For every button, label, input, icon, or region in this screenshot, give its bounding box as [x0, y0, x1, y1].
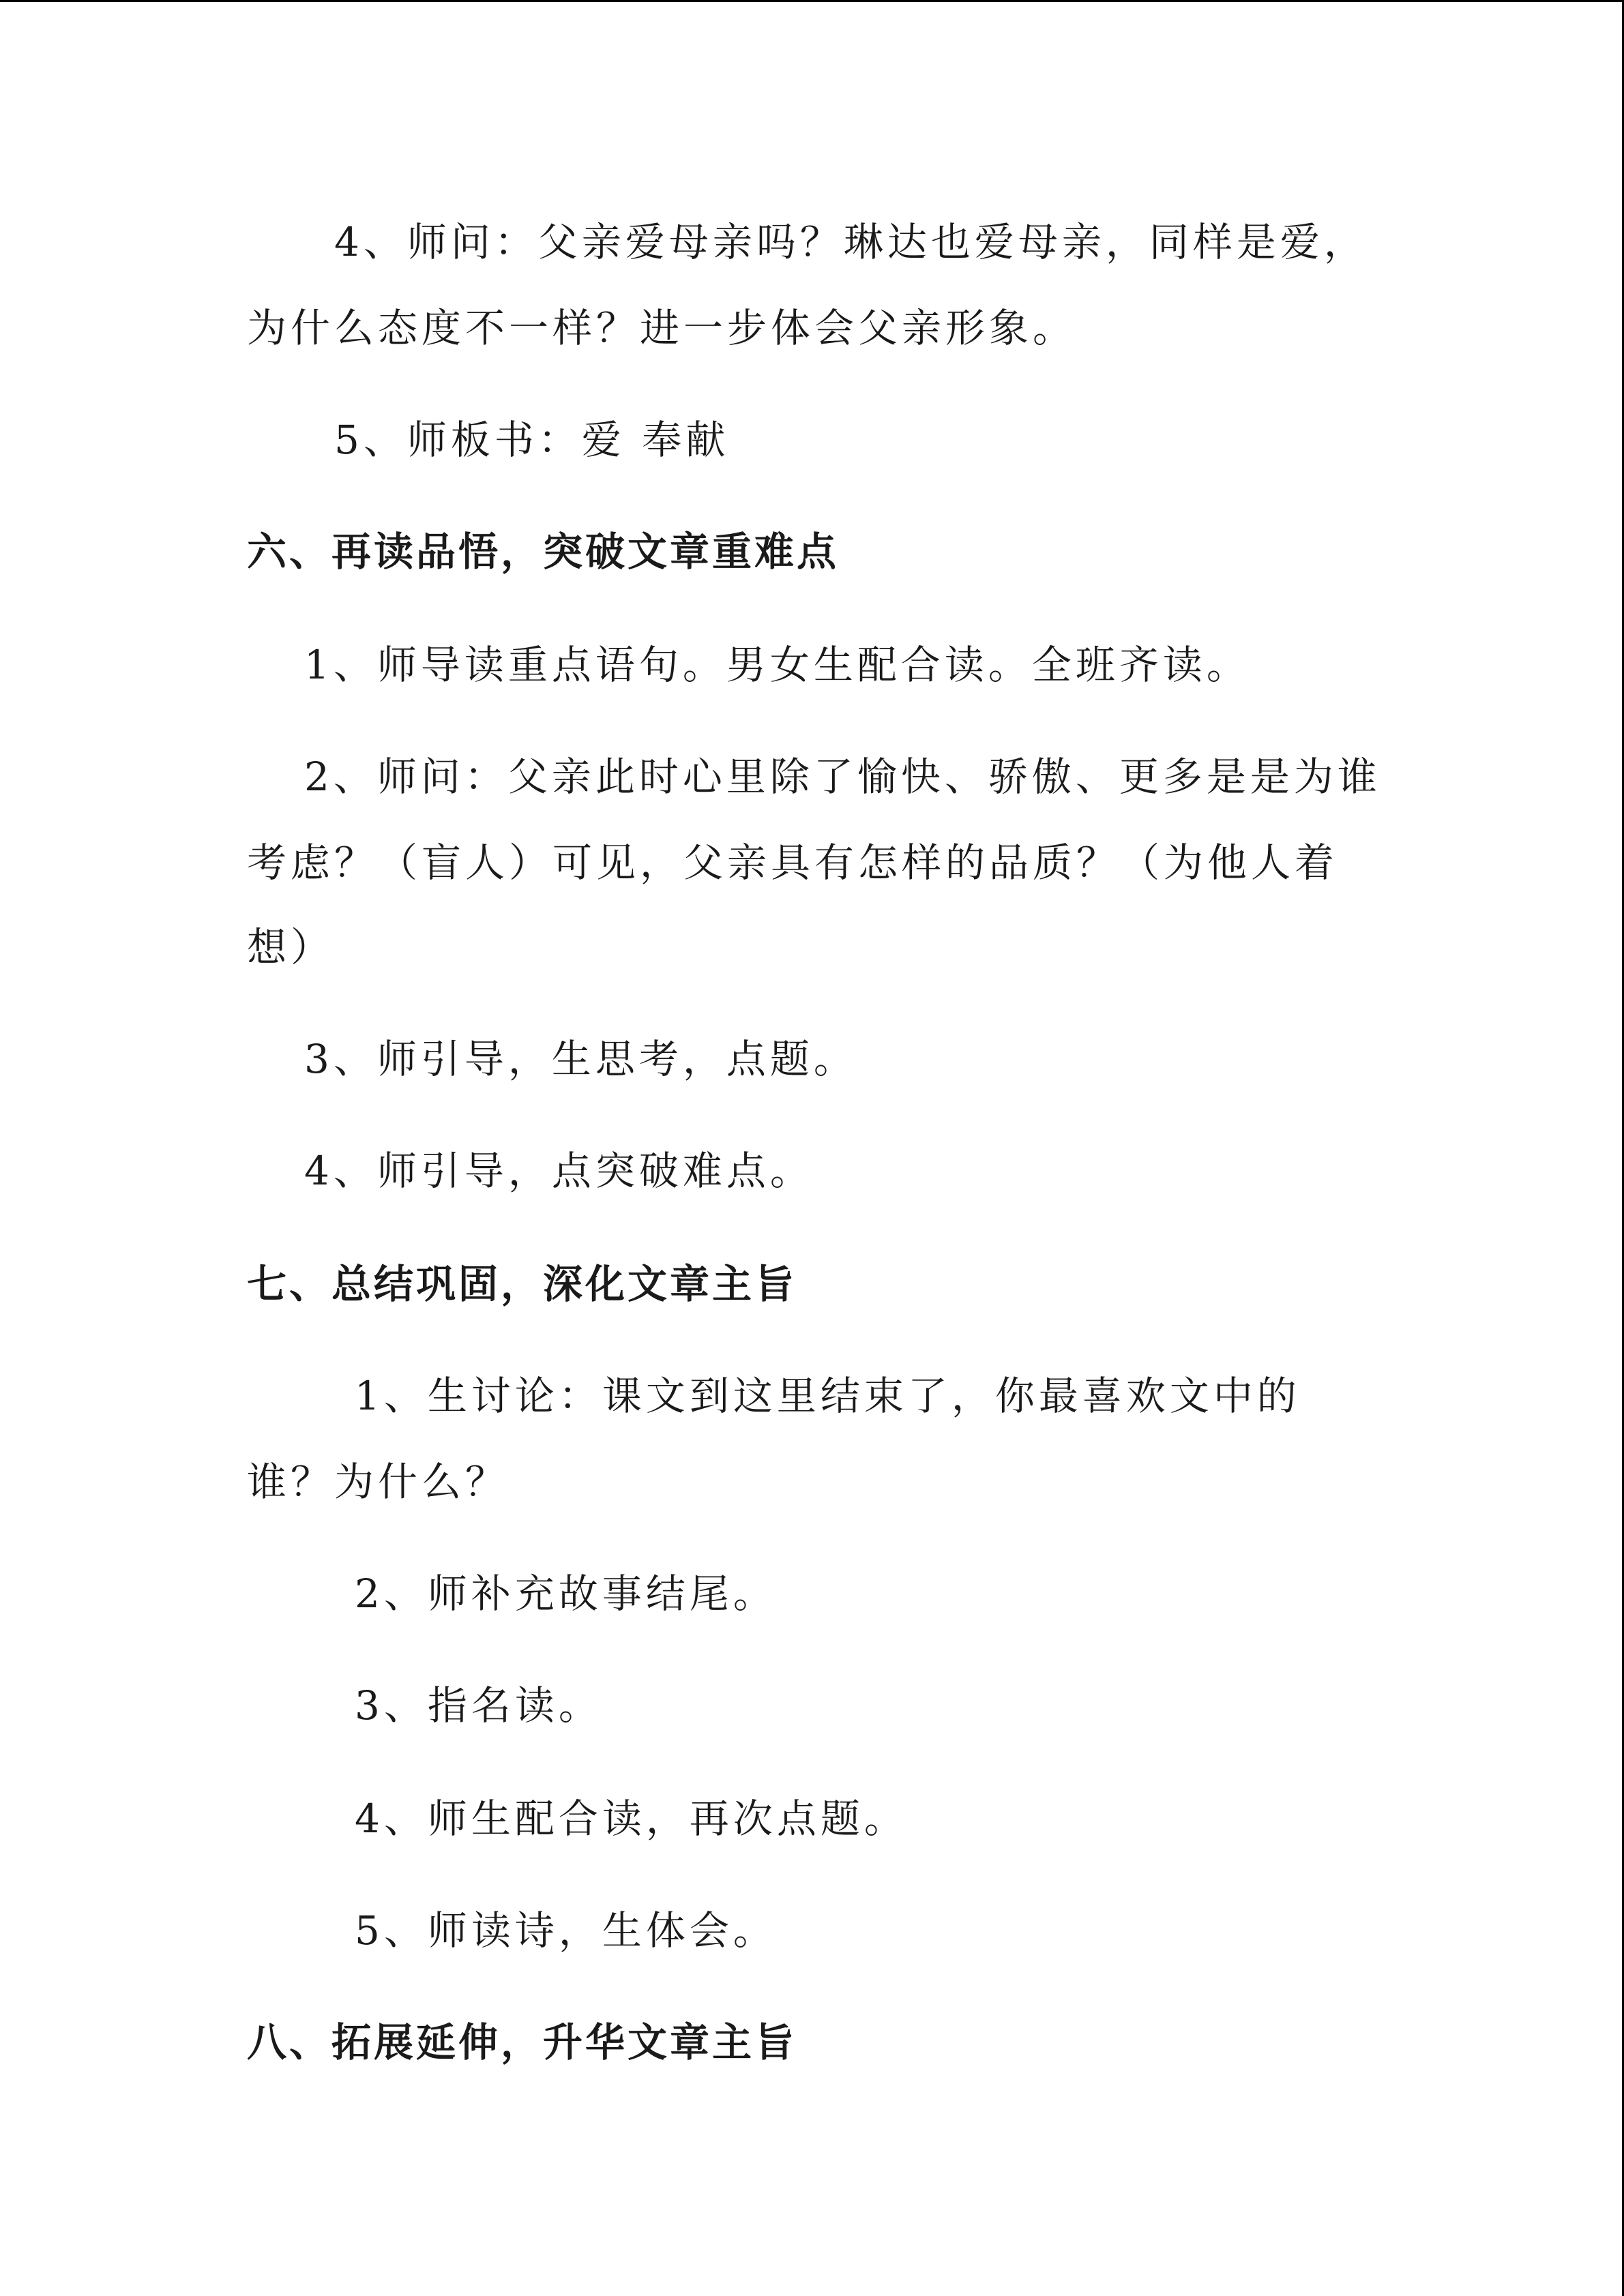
paragraph-line: 考虑？（盲人）可见，父亲具有怎样的品质？（为他人着: [247, 839, 1339, 886]
paragraph-line: 4、师问：父亲爱母亲吗？琳达也爱母亲，同样是爱，: [334, 219, 1368, 265]
paragraph-line: 谁？为什么？: [247, 1459, 510, 1505]
paragraph-line: 3、师引导，生思考，点题。: [304, 1036, 857, 1082]
paragraph-line: 4、师引导，点突破难点。: [304, 1148, 814, 1194]
paragraph-line: 1、师导读重点语句。男女生配合读。全班齐读。: [304, 642, 1250, 688]
paragraph-line: 5、师板书：爱 奉献: [334, 417, 730, 463]
section-heading-7: 七、总结巩固，深化文章主旨: [247, 1261, 797, 1307]
paragraph-line: 4、师生配合读，再次点题。: [355, 1795, 908, 1842]
paragraph-line: 2、师补充故事结尾。: [355, 1570, 777, 1617]
paragraph-line: 2、师问：父亲此时心里除了愉快、骄傲、更多是是为谁: [304, 754, 1381, 800]
paragraph-line: 1、生讨论：课文到这里结束了，你最喜欢文中的: [355, 1373, 1301, 1419]
paragraph-line: 为什么态度不一样？进一步体会父亲形象。: [247, 305, 1077, 351]
section-heading-8: 八、拓展延伸，升华文章主旨: [247, 2019, 797, 2066]
paragraph-line: 5、师读诗，生体会。: [355, 1907, 777, 1954]
paragraph-line: 3、指名读。: [355, 1682, 602, 1729]
paragraph-line: 想）: [247, 924, 335, 970]
section-heading-6: 六、再读品悟，突破文章重难点: [247, 528, 840, 575]
